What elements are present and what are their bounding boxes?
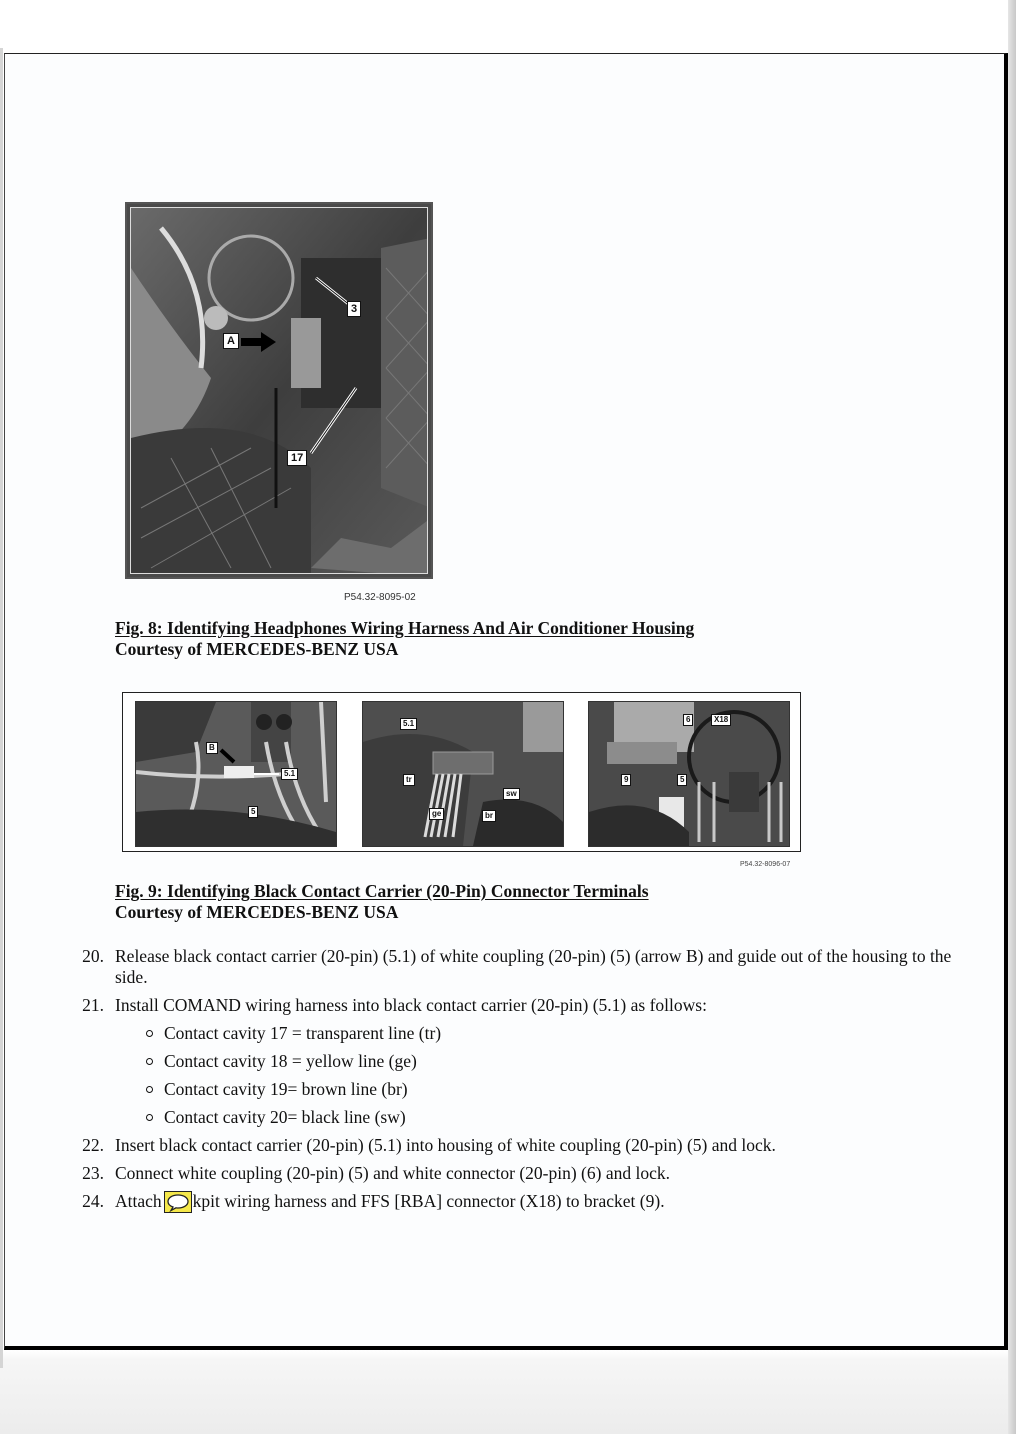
list-item (115, 1079, 970, 1100)
figure-9-panel-2 (362, 701, 564, 847)
list-item (115, 1023, 970, 1044)
list-item (115, 1107, 970, 1128)
bullet-icon (146, 1030, 153, 1037)
step-number: 21. (82, 995, 104, 1015)
figure-9-panel-1-image (136, 702, 336, 846)
callout-3: 3 (347, 301, 361, 317)
step-21 (70, 995, 970, 1128)
callout-br: br (482, 810, 496, 822)
callout-9: 9 (621, 774, 631, 786)
callout-5-1: 5.1 (281, 768, 298, 780)
figure-9-frame (122, 692, 801, 852)
viewer-scrollbar[interactable] (1008, 0, 1016, 1434)
bullet-icon (146, 1086, 153, 1093)
callout-17: 17 (287, 450, 307, 466)
step-text: Insert black contact carrier (20-pin) (5.1) into housing of white coupling (20-pin) (5) and lock. (115, 1135, 776, 1155)
callout-tr: tr (403, 774, 415, 786)
step-22 (70, 1135, 970, 1156)
callout-a: A (223, 333, 239, 349)
callout-6: 6 (683, 714, 693, 726)
callout-b: B (206, 742, 218, 754)
figure-8-image (131, 208, 428, 574)
figure-9-title: Fig. 9: Identifying Black Contact Carrier (20-Pin) Connector Terminals (115, 881, 649, 901)
contact-cavity-list (115, 1023, 970, 1128)
comment-icon[interactable] (164, 1191, 192, 1213)
figure-9-panel-3 (588, 701, 790, 847)
figure-9-panel-1 (135, 701, 337, 847)
procedure-steps (70, 946, 970, 1220)
viewer-left-edge (0, 48, 3, 1368)
step-text: Release black contact carrier (20-pin) (5.1) of white coupling (20-pin) (5) (arrow B) and guide out of the housing to the side. (115, 946, 952, 987)
figure-8-image-id: P54.32-8095-02 (344, 592, 416, 603)
figure-9-panel-2-image (363, 702, 563, 846)
list-item (115, 1051, 970, 1072)
figure-9-image-id: P54.32-8096-07 (740, 861, 791, 868)
step-20 (70, 946, 970, 988)
figure-8-photo (125, 202, 433, 579)
callout-ge: ge (429, 808, 444, 820)
sub-item-text: Contact cavity 19= brown line (br) (164, 1079, 408, 1099)
sub-item-text: Contact cavity 20= black line (sw) (164, 1107, 406, 1127)
callout-5-1-panel-2: 5.1 (400, 718, 417, 730)
step-text-before: Attach (115, 1191, 162, 1211)
sub-item-text: Contact cavity 18 = yellow line (ge) (164, 1051, 417, 1071)
step-text: Connect white coupling (20-pin) (5) and white connector (20-pin) (6) and lock. (115, 1163, 670, 1183)
figure-9-credit: Courtesy of MERCEDES-BENZ USA (115, 902, 399, 922)
step-number: 24. (82, 1191, 104, 1211)
step-text: Install COMAND wiring harness into black contact carrier (20-pin) (5.1) as follows: (115, 995, 707, 1015)
step-24 (70, 1191, 970, 1213)
callout-5: 5 (248, 806, 258, 818)
step-number: 20. (82, 946, 104, 966)
bullet-icon (146, 1114, 153, 1121)
step-text-after: kpit wiring harness and FFS [RBA] connector (X18) to bracket (9). (192, 1191, 665, 1211)
step-number: 22. (82, 1135, 104, 1155)
callout-x18: X18 (711, 714, 731, 726)
bullet-icon (146, 1058, 153, 1065)
step-23 (70, 1163, 970, 1184)
step-number: 23. (82, 1163, 104, 1183)
callout-sw: sw (503, 788, 520, 800)
sub-item-text: Contact cavity 17 = transparent line (tr) (164, 1023, 442, 1043)
figure-8-credit: Courtesy of MERCEDES-BENZ USA (115, 639, 399, 659)
figure-8-title: Fig. 8: Identifying Headphones Wiring Harness And Air Conditioner Housing (115, 618, 695, 638)
callout-5-panel-3: 5 (677, 774, 687, 786)
